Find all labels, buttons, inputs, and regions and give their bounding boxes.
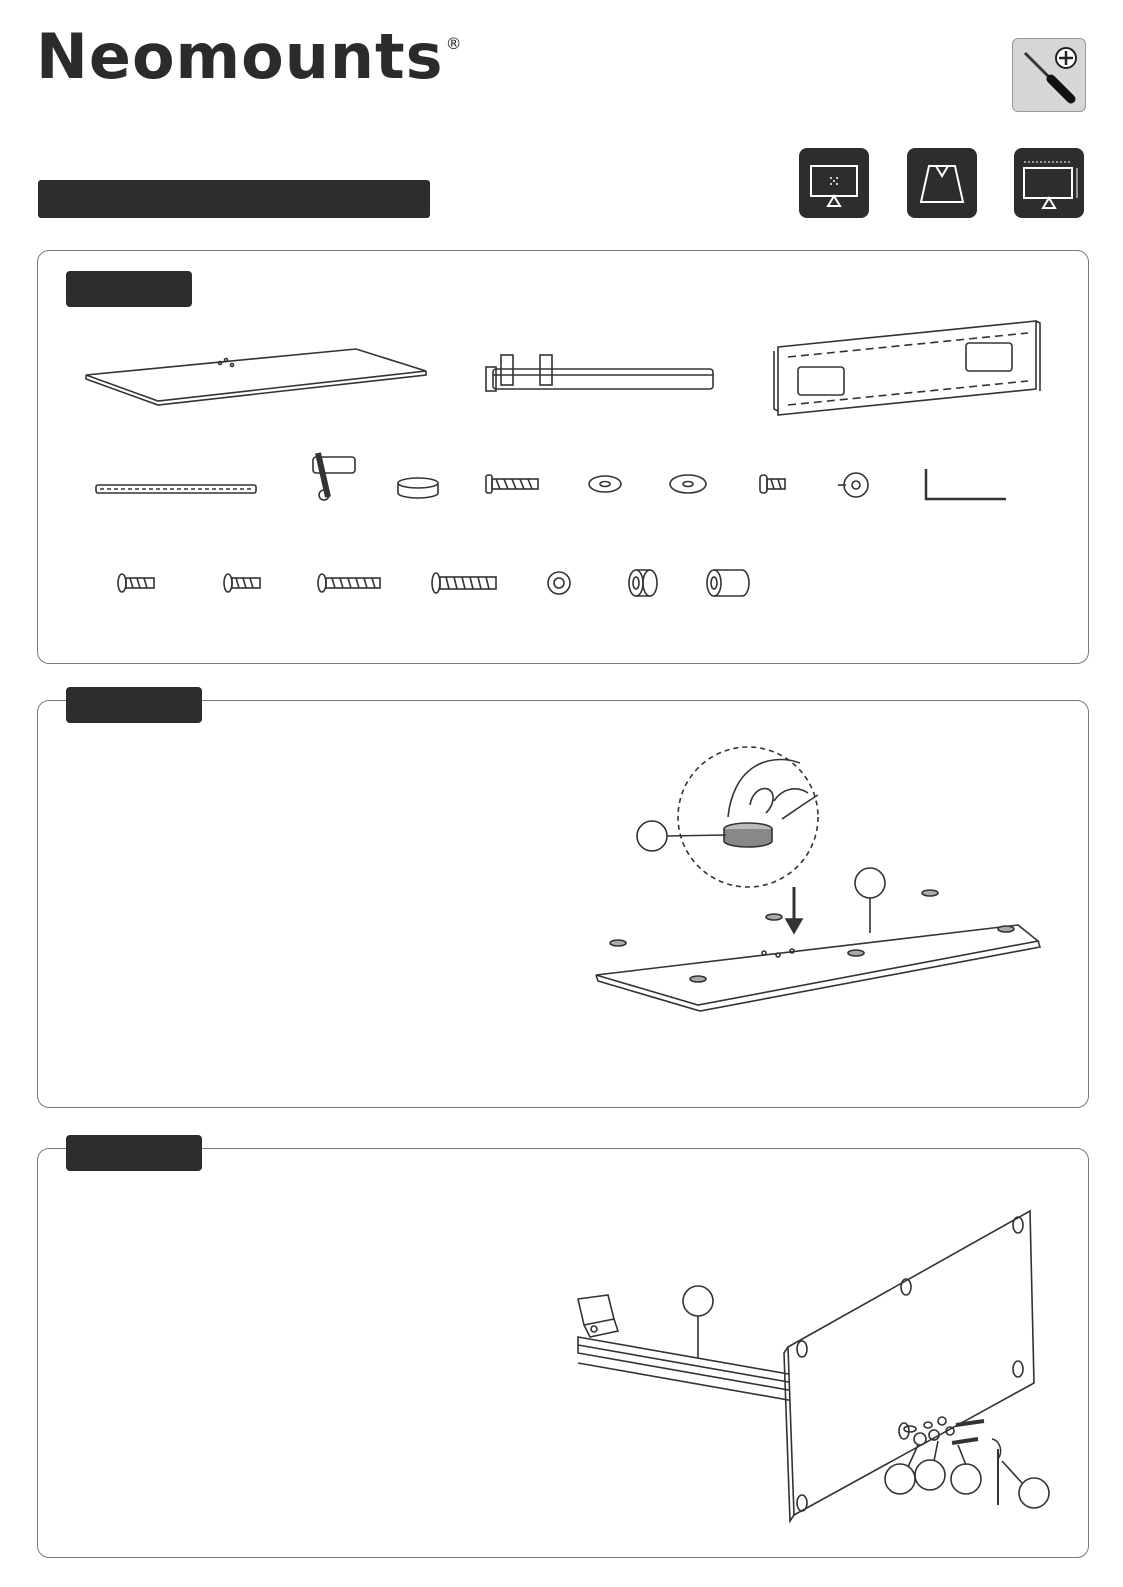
step-2-illustration bbox=[38, 1149, 1088, 1557]
brand-logo bbox=[36, 20, 463, 93]
screw-m4-short-part bbox=[118, 574, 154, 592]
callout-d bbox=[885, 1464, 915, 1494]
callout-g bbox=[1019, 1478, 1049, 1508]
callout-a bbox=[637, 821, 667, 851]
tool-box bbox=[1012, 38, 1086, 112]
clamp-bolt-part bbox=[313, 453, 355, 500]
screw-m8-long-part bbox=[432, 573, 496, 593]
glass-shelf-part bbox=[86, 349, 426, 405]
callout-c bbox=[683, 1286, 713, 1316]
callout-f bbox=[951, 1464, 981, 1494]
registered-mark: ® bbox=[445, 34, 463, 53]
parts-panel bbox=[37, 250, 1089, 664]
spacer-short-part bbox=[629, 570, 657, 596]
screen-center-icon bbox=[799, 148, 869, 218]
wall-plate-part bbox=[774, 321, 1040, 415]
callout-e bbox=[915, 1460, 945, 1490]
long-bolt-part bbox=[486, 475, 538, 493]
brand-name: Neomounts bbox=[36, 20, 444, 93]
spacer-long-part bbox=[707, 570, 749, 596]
title-bar bbox=[38, 180, 430, 218]
short-bolt-part bbox=[760, 475, 785, 493]
step-1-illustration bbox=[38, 701, 1088, 1107]
step-1-panel bbox=[37, 700, 1089, 1108]
washer-large-part bbox=[670, 475, 706, 493]
rubber-pad-part bbox=[398, 478, 438, 498]
screw-m6-long-part bbox=[318, 574, 380, 592]
callout-b bbox=[855, 868, 885, 898]
tilt-trapezoid-icon bbox=[907, 148, 977, 218]
screen-size-icon bbox=[1014, 148, 1084, 218]
step-2-panel bbox=[37, 1148, 1089, 1558]
support-arm-part bbox=[486, 355, 713, 391]
detail-circle bbox=[678, 747, 818, 887]
screw-m5-short-part bbox=[224, 574, 260, 592]
mounting-strip-part bbox=[96, 485, 256, 493]
screwdriver-icon bbox=[1013, 39, 1085, 111]
parts-illustrations bbox=[38, 251, 1088, 663]
washer-small-part bbox=[589, 476, 621, 492]
knob-part bbox=[838, 473, 868, 497]
spacer-ring-part bbox=[548, 572, 570, 594]
allen-key-part bbox=[926, 469, 1006, 499]
